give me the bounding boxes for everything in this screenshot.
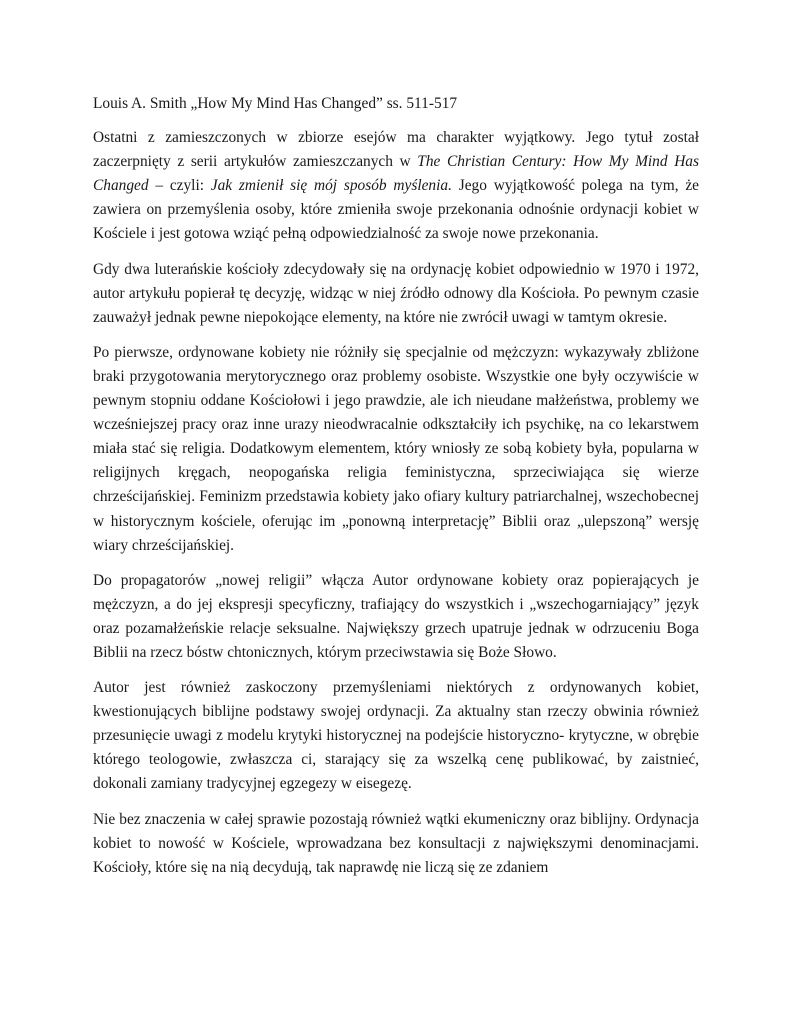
paragraph-1-part-e: Jego wyjątkowość polega na tym, że zawiera on przemyślenia osoby, które zmieniła swoje przekonania odnośnie ordynacji kobiet w Kościele i jest gotowa wziąć pełną odpowiedzialność za swoje nowe przekonania. [93, 177, 699, 243]
paragraph-1-part-c: – czyli: [148, 177, 211, 195]
paragraph-2: Gdy dwa luterańskie kościoły zdecydowały się na ordynację kobiet odpowiednio w 1970 i 1972, autor artykułu popierał tę decyzję, widząc w niej źródło odnowy dla Kościoła. Po pewnym czasie zauważył jednak pewne niepokojące elementy, na które nie zwrócił uwagi w tamtym okresie. [93, 260, 699, 326]
document-heading: Louis A. Smith „How My Mind Has Changed” ss. 511-517 [93, 95, 458, 112]
paragraph-1-translation: Jak zmienił się mój sposób myślenia. [210, 177, 452, 195]
paragraph-1-part-a: Ostatni z zamieszczonych w zbiorze esejów ma charakter wyjątkowy. Jego tytuł został zaczerpnięty z serii artykułów zamieszczanych w [93, 129, 699, 171]
paragraph-5: Autor jest również zaskoczony przemyśleniami niektórych z ordynowanych kobiet, kwestionujących biblijne podstawy swojej ordynacji. Za aktualny stan rzeczy obwinia również przesunięcie uwagi z modelu krytyki historycznej na podejście historyczno- krytyczne, w obrębie którego teologowie, zwłaszcza ci, starający się za wszelką cenę publikować, by zaistnieć, dokonali zamiany tradycyjnej egzegezy w eisegezę. [93, 679, 699, 793]
paragraph-4: Do propagatorów „nowej religii” włącza Autor ordynowane kobiety oraz popierających je mężczyzn, a do jej ekspresji specyficzny, trafiający do wszystkich i „wszechogarniający” język oraz pozamałżeńskie relacje seksualne. Największy grzech upatruje jednak w odrzuceniu Boga Biblii na rzecz bóstw chtonicznych, którym przeciwstawia się Boże Słowo. [93, 571, 699, 661]
paragraph-6: Nie bez znaczenia w całej sprawie pozostają również wątki ekumeniczny oraz biblijny. Ordynacja kobiet to nowość w Kościele, wprowadzana bez konsultacji z największymi denominacjami. Kościoły, które się na nią decydują, tak naprawdę nie liczą się ze zdaniem [93, 810, 699, 876]
paragraph-1 [93, 126, 699, 246]
paragraph-1-journal-title: The Christian Century: How My Mind Has Changed [93, 153, 699, 195]
paragraph-3: Po pierwsze, ordynowane kobiety nie różniły się specjalnie od mężczyzn: wykazywały zbliżone braki przygotowania merytorycznego oraz problemy osobiste. Wszystkie one były oczywiście w pewnym stopniu oddane Kościołowi i jego prawdzie, ale ich nieudane małżeństwa, problemy we wcześniejszej pracy oraz inne urazy nieodwracalnie odkształciły ich psychikę, na co lekarstwem miała stać się religia. Dodatkowym elementem, który wniosły ze sobą kobiety była, popularna w religijnych kręgach, neopogańska religia feministyczna, sprzeciwiająca się wierze chrześcijańskiej. Feminizm przedstawia kobiety jako ofiary kultury patriarchalnej, wszechobecnej w historycznym kościele, oferując im „ponowną interpretację” Biblii oraz „ulepszoną” wersję wiary chrześcijańskiej. [93, 343, 699, 554]
document-body [93, 92, 699, 891]
